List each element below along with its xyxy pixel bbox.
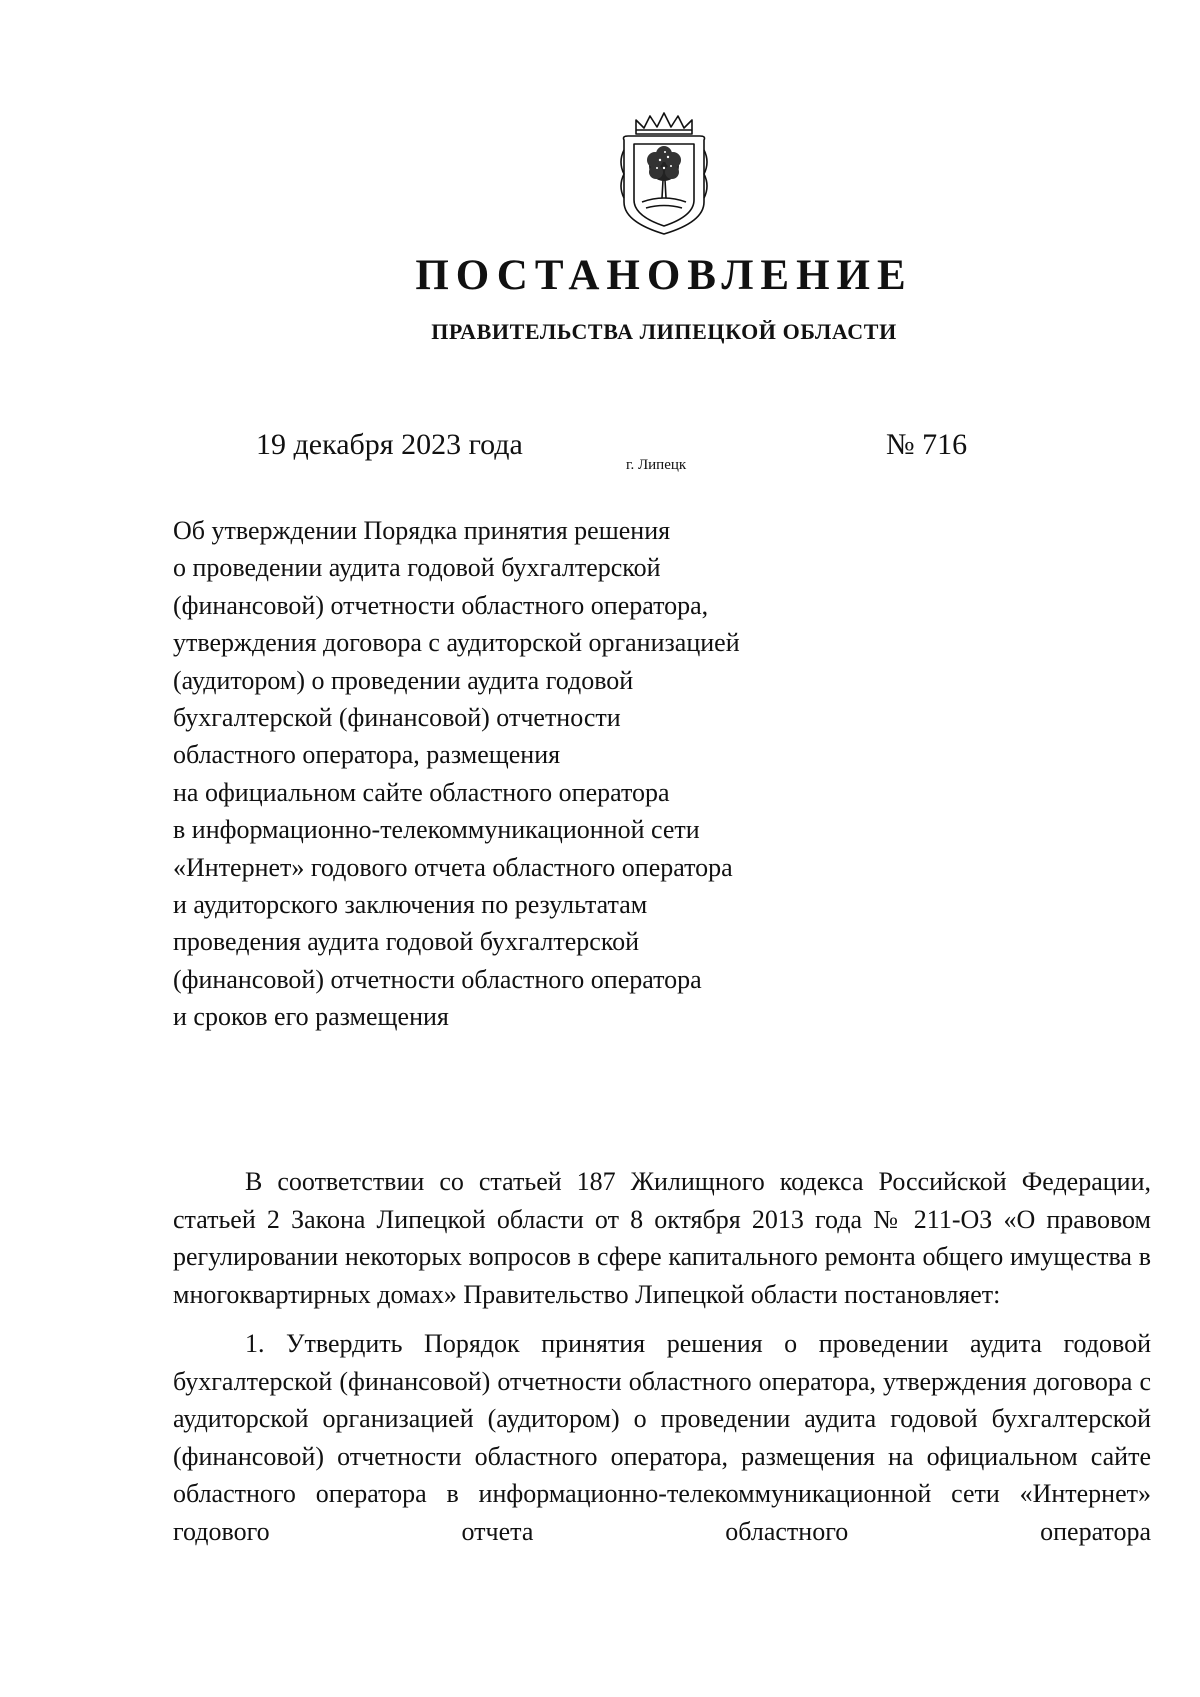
document-city: г. Липецк [626, 457, 687, 473]
subject-line: бухгалтерской (финансовой) отчетности [173, 703, 621, 733]
document-subject [173, 512, 853, 1036]
subject-line: (финансовой) отчетности областного оператора, [173, 590, 709, 620]
subject-line: (аудитором) о проведении аудита годовой [173, 665, 634, 695]
preamble-paragraph: В соответствии со статьей 187 Жилищного кодекса Российской Федерации, статьей 2 Закона Липецкой области от 8 октября 2013 года № 211-ОЗ «О правовом регулировании некоторых вопросов в сфере капитального ремонта общего имущества в многоквартирных домах» Правительство Липецкой области постановляет: [173, 1167, 1151, 1309]
subject-line: «Интернет» годового отчета областного оператора [173, 852, 733, 882]
subject-line: и сроков его размещения [173, 1002, 449, 1032]
coat-of-arms-icon [614, 110, 714, 238]
document-title: ПОСТАНОВЛЕНИЕ [415, 252, 913, 299]
subject-line: на официальном сайте областного оператора [173, 777, 670, 807]
item-1-paragraph: 1. Утвердить Порядок принятия решения о проведении аудита годовой бухгалтерской (финансовой) отчетности областного оператора, утверждения договора с аудиторской организацией (аудитором) о проведении аудита годовой бухгалтерской (финансовой) отчетности областного оператора, размещения на официальном сайте областного оператора в информационно-телекоммуникационной сети «Интернет» годового отчета областного оператора [173, 1329, 1151, 1546]
subject-line: Об утверждении Порядка принятия решения [173, 516, 671, 545]
subject-line: (финансовой) отчетности областного оператора [173, 964, 702, 994]
document-subtitle: ПРАВИТЕЛЬСТВА ЛИПЕЦКОЙ ОБЛАСТИ [431, 319, 897, 344]
document-body [173, 1163, 1151, 1562]
subject-line: областного оператора, размещения [173, 740, 561, 770]
subject-line: утверждения договора с аудиторской организацией [173, 628, 740, 658]
subject-line: в информационно-телекоммуникационной сети [173, 815, 700, 845]
document-number: № 716 [886, 428, 968, 461]
subject-line: о проведении аудита годовой бухгалтерской [173, 553, 661, 583]
document-date: 19 декабря 2023 года [256, 428, 523, 461]
subject-line: и аудиторского заключения по результатам [173, 890, 648, 920]
subject-line: проведения аудита годовой бухгалтерской [173, 927, 640, 957]
